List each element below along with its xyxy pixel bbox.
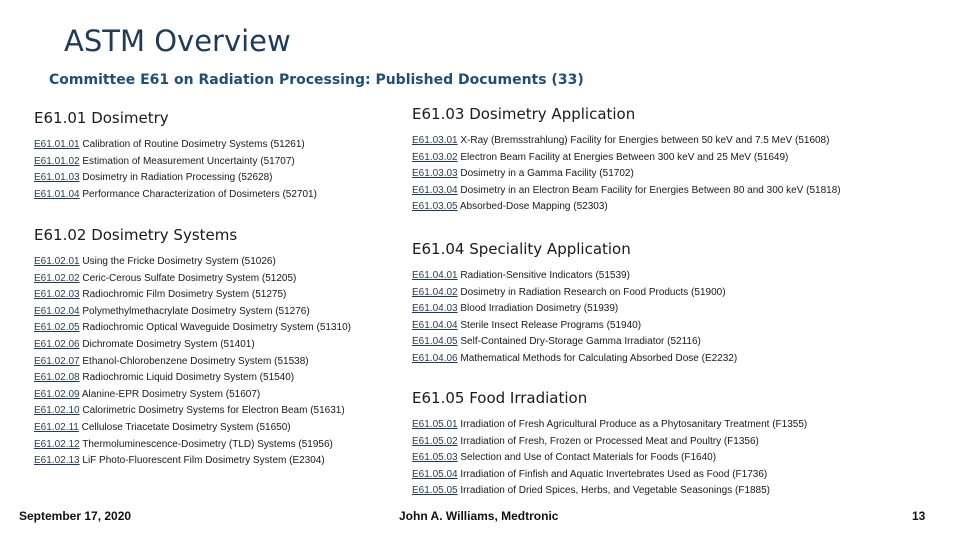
document-title: Estimation of Measurement Uncertainty (51707) bbox=[82, 155, 295, 167]
document-title: Alanine-EPR Dosimetry System (51607) bbox=[81, 388, 261, 400]
document-item bbox=[34, 370, 351, 387]
document-title: Self-Contained Dry-Storage Gamma Irradiator (52116) bbox=[460, 336, 701, 348]
document-code-link[interactable]: E61.01.04 bbox=[34, 188, 80, 200]
section-dosimetry bbox=[34, 109, 317, 203]
section-heading: E61.02 Dosimetry Systems bbox=[34, 226, 238, 244]
document-title: Dosimetry in an Electron Beam Facility for Energies Between 80 and 300 keV (51818) bbox=[460, 184, 841, 196]
section-heading: E61.03 Dosimetry Application bbox=[412, 105, 636, 123]
document-title: X-Ray (Bremsstrahlung) Facility for Energies between 50 keV and 7.5 MeV (51608) bbox=[460, 135, 830, 146]
section-heading: E61.05 Food Irradiation bbox=[412, 389, 588, 407]
document-list bbox=[412, 417, 807, 500]
document-code-link[interactable]: E61.03.01 bbox=[412, 135, 458, 146]
document-item bbox=[34, 287, 351, 304]
document-title: Calibration of Routine Dosimetry Systems (51261) bbox=[82, 139, 305, 150]
document-code-link[interactable]: E61.05.05 bbox=[412, 485, 458, 497]
document-item bbox=[412, 268, 737, 285]
document-code-link[interactable]: E61.03.05 bbox=[412, 201, 458, 213]
document-code-link[interactable]: E61.03.04 bbox=[412, 184, 458, 196]
document-item bbox=[34, 187, 317, 204]
document-item bbox=[34, 453, 351, 470]
document-item bbox=[34, 337, 351, 354]
document-code-link[interactable]: E61.04.02 bbox=[412, 286, 458, 298]
document-title: Radiochromic Liquid Dosimetry System (51540) bbox=[82, 372, 295, 384]
document-item bbox=[412, 450, 807, 467]
section-heading: E61.04 Speciality Application bbox=[412, 240, 631, 258]
slide-title: ASTM Overview bbox=[64, 24, 291, 58]
document-code-link[interactable]: E61.01.02 bbox=[34, 155, 80, 167]
document-item bbox=[34, 403, 351, 420]
document-code-link[interactable]: E61.05.01 bbox=[412, 419, 458, 430]
footer-author: John A. Williams, Medtronic bbox=[399, 509, 559, 523]
document-code-link[interactable]: E61.04.04 bbox=[412, 319, 458, 331]
document-code-link[interactable]: E61.02.11 bbox=[34, 421, 79, 433]
document-title: Dosimetry in Radiation Processing (52628) bbox=[82, 172, 273, 184]
document-code-link[interactable]: E61.03.02 bbox=[412, 151, 458, 163]
document-title: LiF Photo-Fluorescent Film Dosimetry System (E2304) bbox=[82, 455, 325, 467]
document-item bbox=[34, 354, 351, 371]
document-item bbox=[412, 199, 841, 216]
document-code-link[interactable]: E61.02.05 bbox=[34, 322, 80, 334]
document-list bbox=[34, 254, 351, 470]
document-title: Ethanol-Chlorobenzene Dosimetry System (51538) bbox=[82, 355, 309, 367]
document-title: Dosimetry in Radiation Research on Food Products (51900) bbox=[460, 286, 726, 298]
document-item bbox=[34, 437, 351, 454]
document-title: Irradiation of Finfish and Aquatic Invertebrates Used as Food (F1736) bbox=[460, 468, 768, 480]
document-code-link[interactable]: E61.02.03 bbox=[34, 289, 80, 301]
section-speciality-application bbox=[412, 240, 737, 368]
document-item bbox=[34, 387, 351, 404]
document-title: Performance Characterization of Dosimeters (52701) bbox=[82, 188, 317, 200]
document-item bbox=[34, 304, 351, 321]
slide-subtitle: Committee E61 on Radiation Processing: Published Documents (33) bbox=[49, 72, 584, 88]
document-title: Mathematical Methods for Calculating Absorbed Dose (E2232) bbox=[460, 352, 738, 364]
document-item bbox=[34, 170, 317, 187]
document-title: Radiation-Sensitive Indicators (51539) bbox=[460, 270, 630, 281]
document-code-link[interactable]: E61.02.13 bbox=[34, 455, 80, 467]
document-item bbox=[34, 154, 317, 171]
document-code-link[interactable]: E61.04.05 bbox=[412, 336, 458, 348]
document-code-link[interactable]: E61.02.01 bbox=[34, 256, 80, 267]
document-code-link[interactable]: E61.02.06 bbox=[34, 338, 80, 350]
document-code-link[interactable]: E61.03.03 bbox=[412, 168, 458, 180]
document-title: Absorbed-Dose Mapping (52303) bbox=[459, 201, 608, 213]
document-item bbox=[412, 150, 841, 167]
document-title: Dosimetry in a Gamma Facility (51702) bbox=[460, 168, 634, 180]
document-title: Radiochromic Film Dosimetry System (51275) bbox=[82, 289, 287, 301]
document-title: Using the Fricke Dosimetry System (51026) bbox=[82, 256, 276, 267]
document-code-link[interactable]: E61.01.03 bbox=[34, 172, 80, 184]
document-item bbox=[412, 301, 737, 318]
document-code-link[interactable]: E61.05.03 bbox=[412, 452, 458, 464]
document-code-link[interactable]: E61.02.02 bbox=[34, 272, 80, 284]
document-title: Electron Beam Facility at Energies Between 300 keV and 25 MeV (51649) bbox=[460, 151, 789, 163]
document-code-link[interactable]: E61.02.04 bbox=[34, 305, 80, 317]
document-item bbox=[412, 351, 737, 368]
document-title: Polymethylmethacrylate Dosimetry System (51276) bbox=[82, 305, 310, 317]
document-title: Irradiation of Fresh Agricultural Produce as a Phytosanitary Treatment (F1355) bbox=[460, 419, 808, 430]
document-code-link[interactable]: E61.04.03 bbox=[412, 303, 458, 315]
document-code-link[interactable]: E61.05.02 bbox=[412, 435, 458, 447]
document-list bbox=[412, 268, 737, 368]
document-item bbox=[34, 271, 351, 288]
document-title: Thermoluminescence-Dosimetry (TLD) Systems (51956) bbox=[82, 438, 333, 450]
document-title: Irradiation of Dried Spices, Herbs, and Vegetable Seasonings (F1885) bbox=[460, 485, 771, 497]
document-code-link[interactable]: E61.01.01 bbox=[34, 139, 80, 150]
document-code-link[interactable]: E61.02.09 bbox=[34, 388, 80, 400]
document-code-link[interactable]: E61.04.01 bbox=[412, 270, 458, 281]
document-title: Radiochromic Optical Waveguide Dosimetry System (51310) bbox=[82, 322, 352, 334]
document-item bbox=[34, 254, 351, 271]
page-number: 13 bbox=[912, 509, 926, 523]
document-item bbox=[412, 483, 807, 500]
document-item bbox=[412, 318, 737, 335]
document-code-link[interactable]: E61.02.10 bbox=[34, 405, 80, 417]
document-title: Cellulose Triacetate Dosimetry System (51650) bbox=[81, 421, 291, 433]
document-title: Irradiation of Fresh, Frozen or Processed Meat and Poultry (F1356) bbox=[460, 435, 759, 447]
document-code-link[interactable]: E61.02.12 bbox=[34, 438, 80, 450]
document-list bbox=[412, 133, 841, 216]
document-title: Dichromate Dosimetry System (51401) bbox=[82, 338, 255, 350]
document-item bbox=[412, 434, 807, 451]
document-item bbox=[34, 320, 351, 337]
document-code-link[interactable]: E61.04.06 bbox=[412, 352, 458, 364]
footer-date: September 17, 2020 bbox=[19, 509, 132, 523]
document-title: Calorimetric Dosimetry Systems for Electron Beam (51631) bbox=[82, 405, 345, 417]
document-item bbox=[412, 183, 841, 200]
document-title: Blood Irradiation Dosimetry (51939) bbox=[460, 303, 619, 315]
document-item bbox=[34, 137, 317, 154]
document-item bbox=[412, 133, 841, 150]
document-item bbox=[412, 285, 737, 302]
section-dosimetry-systems bbox=[34, 226, 351, 470]
document-code-link[interactable]: E61.02.07 bbox=[34, 355, 80, 367]
section-dosimetry-application bbox=[412, 105, 841, 216]
document-item bbox=[412, 166, 841, 183]
section-heading: E61.01 Dosimetry bbox=[34, 109, 169, 127]
document-title: Sterile Insect Release Programs (51940) bbox=[460, 319, 642, 331]
document-item bbox=[34, 420, 351, 437]
document-code-link[interactable]: E61.05.04 bbox=[412, 468, 458, 480]
document-title: Selection and Use of Contact Materials for Foods (F1640) bbox=[460, 452, 717, 464]
document-title: Ceric-Cerous Sulfate Dosimetry System (51205) bbox=[82, 272, 297, 284]
document-list bbox=[34, 137, 317, 203]
document-item bbox=[412, 467, 807, 484]
section-food-irradiation bbox=[412, 389, 807, 500]
document-item bbox=[412, 334, 737, 351]
document-code-link[interactable]: E61.02.08 bbox=[34, 372, 80, 384]
document-item bbox=[412, 417, 807, 434]
